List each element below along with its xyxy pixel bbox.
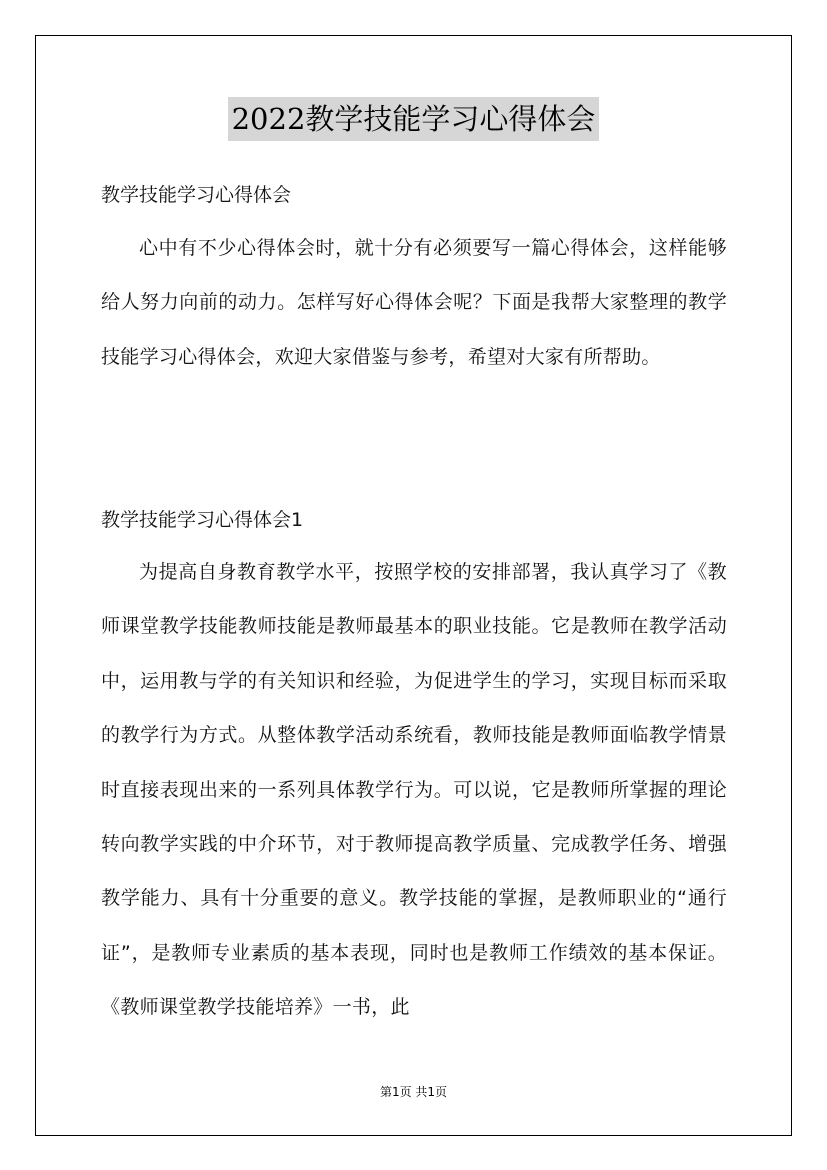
section-heading-1: 教学技能学习心得体会1 — [101, 509, 304, 531]
document-title-wrapper — [0, 97, 827, 141]
intro-paragraph: 心中有不少心得体会时，就十分有必须要写一篇心得体会，这样能够给人努力向前的动力。怎样写好心得体会呢？下面是我帮大家整理的教学技能学习心得体会，欢迎大家借鉴与参考，希望对大家有所帮助。 — [101, 237, 727, 368]
page-footer: 第1页 共1页 — [379, 1085, 448, 1099]
body-paragraph: 为提高自身教育教学水平，按照学校的安排部署，我认真学习了《教师课堂教学技能教师技能是教师最基本的职业技能。它是教师在教学活动中，运用教与学的有关知识和经验，为促进学生的学习，实现目标而采取的教学行为方式。从整体教学活动系统看，教师技能是教师面临教学情景时直接表现出来的一系列具体教学行为。可以说，它是教师所掌握的理论转向教学实践的中介环节，对于教师提高教学质量、完成教学任务、增强教学能力、具有十分重要的意义。教学技能的掌握，是教师职业的“通行证”，是教师专业素质的基本表现，同时也是教师工作绩效的基本保证。《教师课堂教学技能培养》一书，此 — [101, 561, 727, 1019]
section-heading-intro: 教学技能学习心得体会 — [101, 184, 292, 206]
document-title: 2022教学技能学习心得体会 — [228, 97, 600, 141]
